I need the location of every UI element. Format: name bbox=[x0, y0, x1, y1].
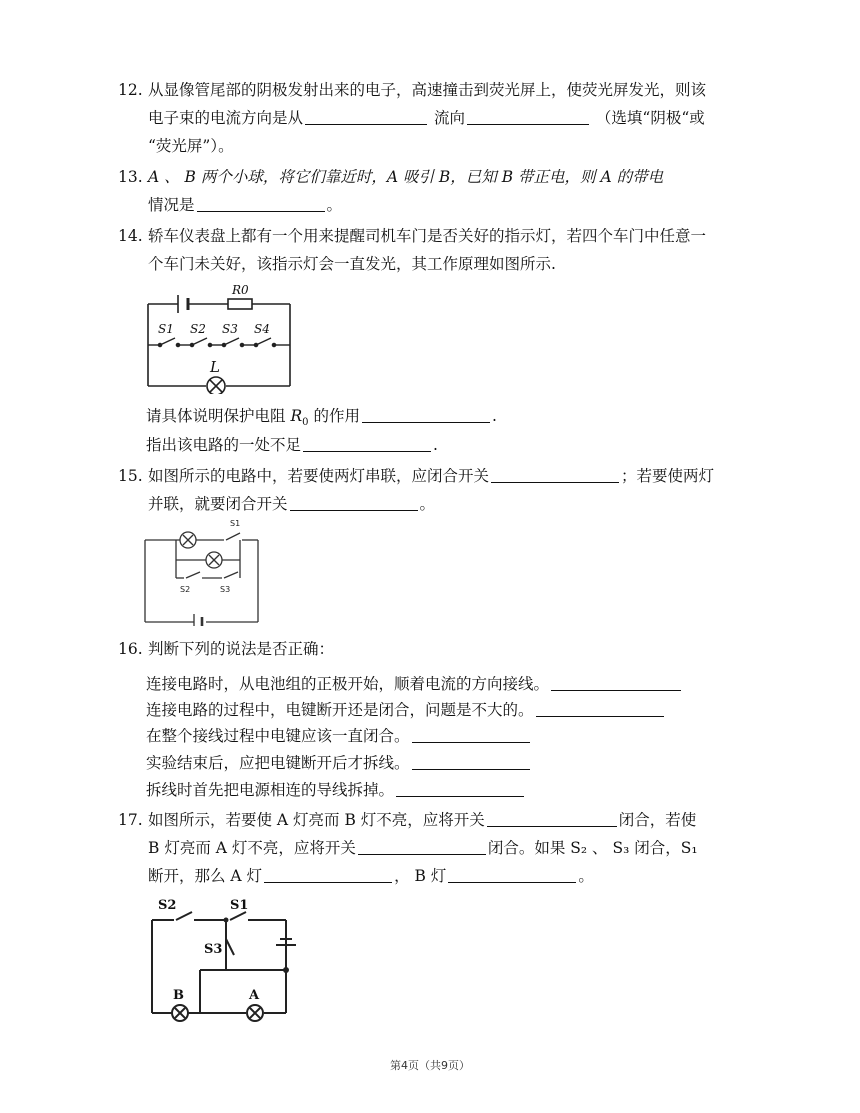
question-text: 如图所示，若要使 A 灯亮而 B 灯不亮，应将开关 bbox=[148, 811, 485, 829]
lamp-a-b-circuit-diagram bbox=[140, 895, 300, 1030]
answer-blank[interactable] bbox=[305, 108, 427, 125]
question-number: 12. bbox=[118, 81, 143, 99]
judgement-item bbox=[146, 697, 666, 723]
statement-text: 在整个接线过程中电键应该一直闭合。 bbox=[146, 727, 410, 745]
judgement-item bbox=[146, 750, 532, 776]
question-text: 。 bbox=[326, 196, 343, 214]
answer-blank[interactable] bbox=[362, 406, 490, 423]
question-text: 闭合。如果 S₂ 、 S₃ 闭合，S₁ bbox=[487, 839, 698, 857]
statement-text: 实验结束后，应把电键断开后才拆线。 bbox=[146, 754, 410, 772]
resistor-symbol: R bbox=[290, 407, 303, 425]
question-text: 指出该电路的一处不足 bbox=[146, 436, 302, 454]
question-text: A 、 B 两个小球，将它们靠近时，A 吸引 B，已知 B 带正电，则 A 的带电 bbox=[148, 168, 664, 186]
statement-text: 连接电路的过程中，电键断开还是闭合，问题是不大的。 bbox=[146, 701, 534, 719]
question-text: 个车门未关好，该指示灯会一直发光，其工作原理如图所示. bbox=[148, 255, 556, 273]
switch-label: S3 bbox=[222, 322, 238, 336]
page-footer: 第4页（共9页） bbox=[390, 1059, 470, 1072]
judgement-item bbox=[146, 671, 683, 697]
two-lamp-circuit-diagram bbox=[140, 514, 275, 626]
question-12 bbox=[118, 76, 760, 160]
question-15 bbox=[118, 462, 760, 518]
statement-text: 拆线时首先把电源相连的导线拆掉。 bbox=[146, 781, 395, 799]
question-text: 电子束的电流方向是从 bbox=[148, 109, 304, 127]
answer-blank[interactable] bbox=[412, 753, 530, 770]
question-text: . bbox=[433, 436, 438, 454]
question-16 bbox=[118, 635, 760, 663]
answer-blank[interactable] bbox=[487, 810, 617, 827]
lamp-label: L bbox=[210, 358, 220, 376]
question-text: 情况是 bbox=[148, 196, 195, 214]
question-text: 请具体说明保护电阻 bbox=[146, 407, 286, 425]
answer-blank[interactable] bbox=[197, 195, 325, 212]
question-text: ；若要使两灯 bbox=[621, 467, 715, 485]
lamp-label: A bbox=[249, 988, 260, 1003]
q14-sub-2 bbox=[146, 432, 438, 458]
switch-label: S1 bbox=[230, 898, 249, 913]
question-text: ， B 灯 bbox=[394, 867, 447, 885]
question-text: B 灯亮而 A 灯不亮，应将开关 bbox=[148, 839, 356, 857]
question-17 bbox=[118, 806, 760, 890]
question-text: “荧光屏”）。 bbox=[148, 137, 234, 155]
judgement-item bbox=[146, 777, 526, 803]
question-text: 轿车仪表盘上都有一个用来提醒司机车门是否关好的指示灯，若四个车门中任意一 bbox=[148, 227, 707, 245]
question-text: 断开，那么 A 灯 bbox=[148, 867, 263, 885]
question-text: . bbox=[491, 407, 497, 425]
answer-blank[interactable] bbox=[491, 466, 619, 483]
question-text: 并联，就要闭合开关 bbox=[148, 495, 288, 513]
answer-blank[interactable] bbox=[448, 866, 576, 883]
question-13 bbox=[118, 163, 760, 219]
statement-text: 连接电路时，从电池组的正极开始，顺着电流的方向接线。 bbox=[146, 675, 550, 693]
question-number: 17. bbox=[118, 811, 143, 829]
switch-label: S4 bbox=[254, 322, 270, 336]
question-text: 判断下列的说法是否正确： bbox=[148, 640, 335, 658]
answer-blank[interactable] bbox=[358, 838, 486, 855]
question-text: 从显像管尾部的阴极发射出来的电子，高速撞击到荧光屏上，使荧光屏发光，则该 bbox=[148, 81, 707, 99]
answer-blank[interactable] bbox=[264, 866, 392, 883]
answer-blank[interactable] bbox=[467, 108, 589, 125]
answer-blank[interactable] bbox=[303, 435, 431, 452]
switch-label: S2 bbox=[190, 322, 206, 336]
question-text: 闭合，若使 bbox=[618, 811, 697, 829]
question-number: 14. bbox=[118, 227, 143, 245]
answer-blank[interactable] bbox=[396, 780, 524, 797]
door-indicator-circuit-diagram bbox=[140, 282, 300, 394]
switch-label: S2 bbox=[158, 898, 177, 913]
switch-label: S1 bbox=[230, 519, 241, 528]
switch-label: S3 bbox=[204, 942, 223, 957]
question-text: 的作用 bbox=[313, 407, 360, 425]
judgement-item bbox=[146, 723, 532, 749]
answer-blank[interactable] bbox=[290, 494, 418, 511]
resistor-label: R0 bbox=[232, 283, 249, 297]
question-text: 。 bbox=[578, 867, 594, 885]
question-text: 。 bbox=[419, 495, 436, 513]
question-text: 如图所示的电路中，若要使两灯串联，应闭合开关 bbox=[148, 467, 490, 485]
switch-label: S1 bbox=[158, 322, 174, 336]
question-text: 流向 bbox=[433, 109, 465, 127]
question-14 bbox=[118, 222, 760, 278]
lamp-label: B bbox=[173, 988, 184, 1003]
question-number: 16. bbox=[118, 640, 143, 658]
switch-label: S2 bbox=[180, 585, 191, 594]
answer-blank[interactable] bbox=[412, 726, 530, 743]
question-number: 13. bbox=[118, 168, 143, 186]
switch-label: S3 bbox=[220, 585, 231, 594]
question-text: （选填“阴极“或 bbox=[595, 109, 705, 127]
question-number: 15. bbox=[118, 467, 143, 485]
answer-blank[interactable] bbox=[536, 700, 664, 717]
answer-blank[interactable] bbox=[551, 674, 681, 691]
resistor-subscript: 0 bbox=[302, 417, 309, 429]
